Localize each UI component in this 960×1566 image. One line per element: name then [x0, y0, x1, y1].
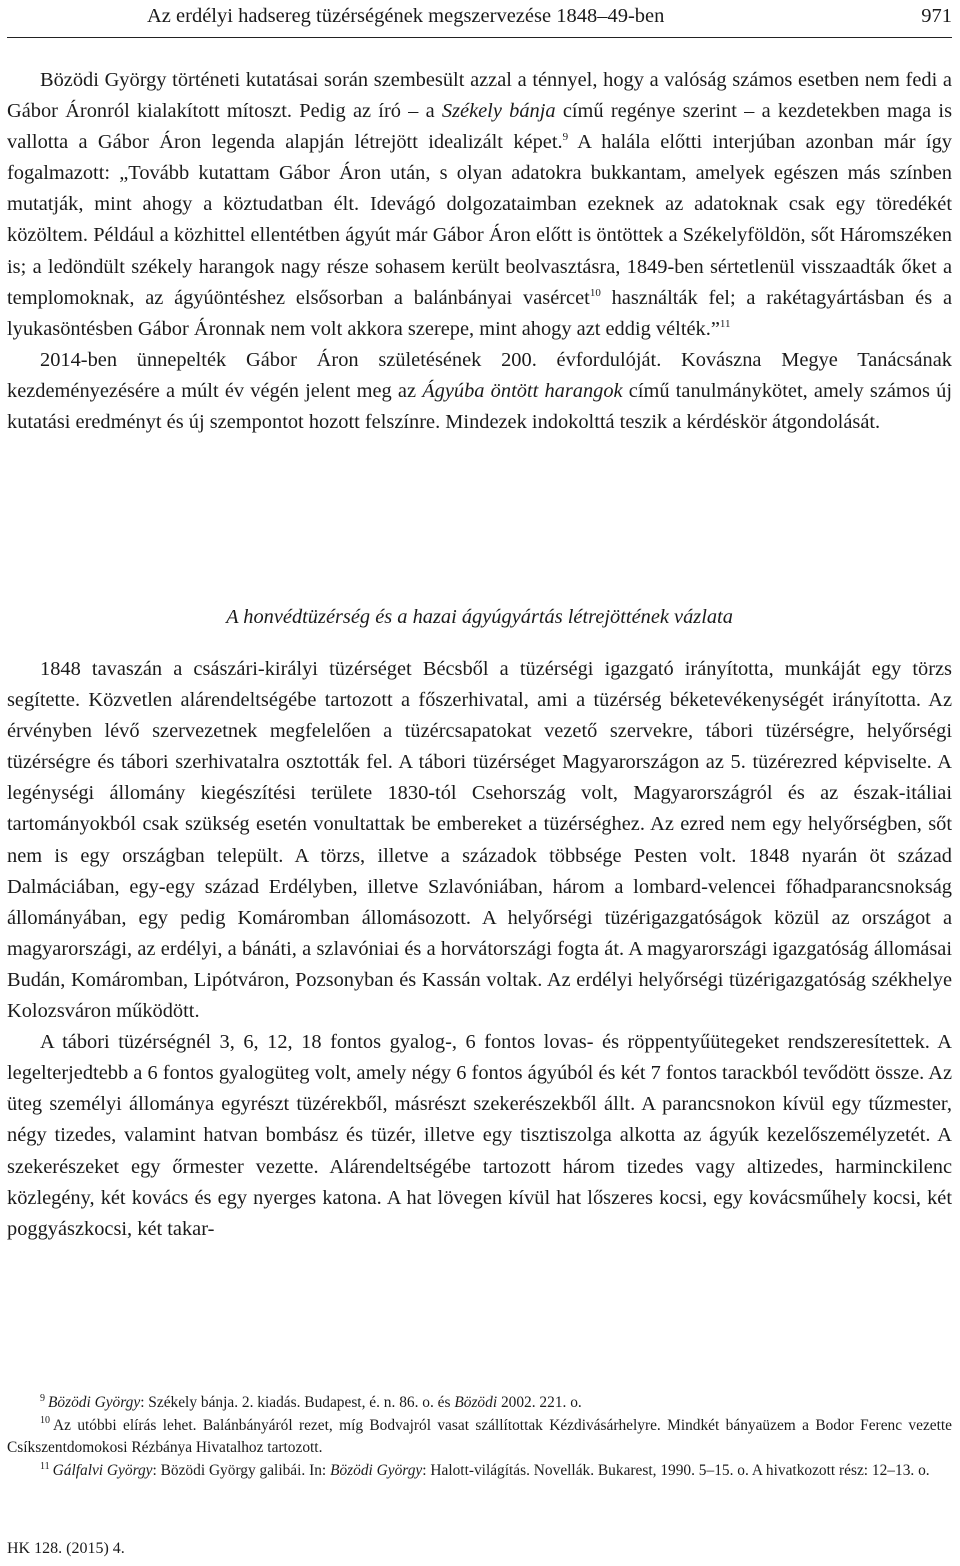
- author-name: Bözödi: [454, 1394, 498, 1411]
- text-run: A halála előtti interjúban azonban már így fogalmazott: „Tovább kutattam Gábor Áron után, s olyan adatokra bukkantam, amelyek egészen más színben mutatják, mint ahogy a köztudatban élt. Idevágó dolgozataimban ezeknek az adatoknak csak egy töredékét közöltem. Például a közhittel ellentétben ágyút már Gábor Áron előtt is öntöttek a Székelyföldön, sőt Háromszéken is; a ledöndült székely harangok nagy része sohasem került beolvasztásra, 1849-ben sértetlenül visszaadták őket a templomoknak, az ágyúöntéshez elsősorban a balánbányai vasércet: [7, 131, 952, 309]
- intro-section: [7, 65, 952, 438]
- footnote-ref[interactable]: 9: [562, 131, 569, 144]
- paragraph: [7, 345, 952, 438]
- text-run: Bözödi György történeti kutatásai során szembesült azzal a ténnyel, hogy a valóság számos esetben nem fedi a Gábor Áronról kialakított mítoszt. Pedig az író – a: [7, 69, 952, 123]
- author-name: Gálfalvi György: [52, 1461, 153, 1479]
- footnote-10: [7, 1415, 952, 1460]
- running-title: Az erdélyi hadsereg tüzérségének megszervezése 1848–49-ben: [147, 5, 665, 27]
- footnote-ref[interactable]: 10: [589, 286, 601, 299]
- footnote-9: [7, 1392, 952, 1415]
- italic-title: Ágyúba öntött harangok: [422, 379, 623, 402]
- text-run: 2002. 221. o.: [497, 1394, 582, 1411]
- document-page: [7, 0, 952, 1566]
- paragraph: 1848 tavaszán a császári-királyi tüzérséget Bécsből a tüzérségi igazgató irányította, munkáját egy törzs segítette. Közvetlen alárendeltségébe tartozott a főszerhivatal, ami a tüzérség béketevékenységét irányította. Az érvényben lévő szervezetnek megfelelően a tüzércsapatokat vezető szervekre, tábori tüzérségre, helyőrségi tüzérségre és tábori szerhivatalra osztották fel. A tábori tüzérséget Magyarországon az 5. tüzérezred képviselte. A legénységi állomány kiegészítési területe 1830-tól Csehország volt, Magyarországról és az észak-itáliai tartományokból csak szükség esetén vonultattak be embereket a tüzérséghez. Az ezred nem egy helyőrségben, sőt nem is egy országban települt. A törzs, illetve a századok többsége Pesten volt. 1848 nyarán öt század Dalmáciában, egy-egy század Erdélyben, illetve Szlavóniában, három a lombard-velencei főhadparancsnokság állományában, egy pedig Komáromban állomásozott. A helyőrségi tüzérigazgatóságok közül az országot a magyarországi, az erdélyi, a bánáti, a szlavóniai és a horvátországi fogta át. A magyarországi igazgatóság állomásai Budán, Komáromban, Lipótváron, Pozsonyban és Kassán voltak. Az erdélyi helyőrségi tüzérigazgatóság székhelye Kolozsváron működött.: [7, 658, 952, 1023]
- text-run: : Bözödi György galibái. In:: [152, 1461, 331, 1479]
- text-run: című tanulmánykötet, amely számos új kutatási eredményt és új szempontot hozott felszínre. Mindezek indokolttá teszik a kérdéskör átgondolását.: [7, 379, 952, 434]
- footnote-ref[interactable]: 11: [719, 317, 731, 330]
- text-run: Az utóbbi elírás lehet. Balánbányáról rezet, míg Bodvajról vasat szállítottak Kézdivásárhelyre. Mindkét bányaüzem a Bodor Ferenc vezette Csíkszentdomokosi Rézbánya Hivatalhoz tartozott.: [7, 1416, 952, 1457]
- section-heading: A honvédtüzérség és a hazai ágyúgyártás létrejöttének vázlata: [226, 606, 733, 628]
- footnote-number: 10: [40, 1415, 50, 1427]
- footnote-11: [7, 1460, 952, 1483]
- running-header: [147, 2, 952, 30]
- author-name: Bözödi György: [48, 1394, 141, 1411]
- text-run: használták fel; a rakétagyártásban és a lyukasöntésben Gábor Áronnak nem volt akkora szerepe, mint ahogy azt eddig vélték.”: [7, 286, 952, 340]
- footnotes: [7, 1392, 952, 1482]
- footnote-number: 11: [40, 1460, 50, 1472]
- author-name: Bözödi György: [330, 1461, 423, 1479]
- main-section: [7, 654, 952, 1245]
- paragraph: [7, 65, 952, 345]
- paragraph: A tábori tüzérségnél 3, 6, 12, 18 fontos gyalog-, 6 fontos lovas- és röppentyűütegeket rendszeresítettek. A legelterjedtebb a 6 fontos gyalogüteg volt, amely négy 6 fontos ágyúból és két 7 fontos tarackból tevődött össze. Az üteg személyi állománya egyrészt tüzérekből, másrészt szekerészekből állt. A parancsnokon kívül egy tűzmester, négy tizedes, valamint hatvan bombász és tüzér, illetve egy tisztiszolga alkotta az ágyúk kezelőszemélyzetét. A szekerészeket egy őrmester vezette. Alárendeltségébe tartozott három tizedes vagy altizedes, harminckilenc közlegény, két kovács és egy nyerges katona. A hat lövegen kívül hat lőszeres kocsi, egy kovácsműhely kocsi, két poggyászkocsi, két takar-: [7, 1031, 952, 1240]
- text-run: című regénye szerint – a kezdetekben maga is vallotta a Gábor Áron legenda alapján létrejött idealizált képet.: [7, 100, 953, 154]
- text-run: 2014-ben ünnepelték Gábor Áron születésének 200. évfordulóját. Kovászna Megye Tanácsának kezdeményezésére a múlt év végén jelent meg az: [7, 348, 952, 402]
- italic-title: Székely bánja: [441, 100, 556, 123]
- journal-footer: HK 128. (2015) 4.: [7, 1540, 125, 1557]
- header-rule: [7, 37, 952, 38]
- text-run: : Székely bánja. 2. kiadás. Budapest, é. n. 86. o. és: [140, 1394, 455, 1411]
- page-number: 971: [921, 5, 952, 27]
- text-run: : Halott-világítás. Novellák. Bukarest, 1990. 5–15. o. A hivatkozott rész: 12–13. o.: [422, 1461, 930, 1479]
- footnote-number: 9: [40, 1392, 45, 1404]
